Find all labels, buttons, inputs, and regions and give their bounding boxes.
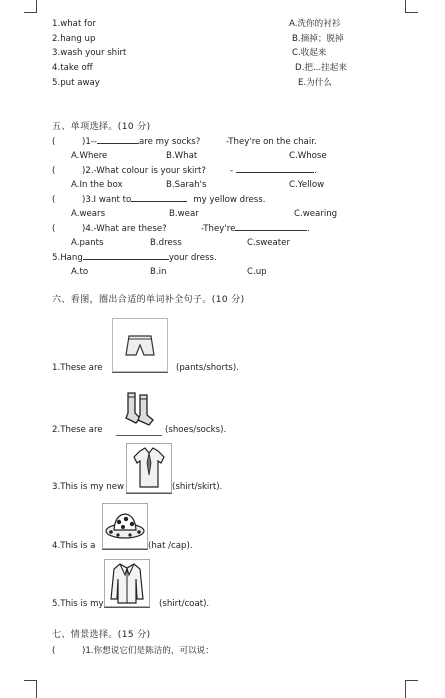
pic-item-4-tail: (hat /cap). — [148, 541, 193, 551]
pic-item-4-lead: 4.This is a — [52, 541, 96, 551]
shirt-icon — [126, 443, 172, 493]
socks-icon — [116, 385, 162, 435]
pic-item-3-tail: (shirt/skirt). — [172, 482, 223, 492]
q5-1-text-a: )1-- — [82, 137, 98, 147]
q5-3-blank[interactable] — [131, 201, 187, 202]
q5-1-opt-a: A.Where — [71, 151, 108, 161]
q7-1-stem: )1.你想说它们是陈洁的，可以说： — [82, 646, 214, 656]
match-right-a: A.洗你的衬衫 — [289, 19, 341, 29]
q5-5-blank[interactable] — [83, 259, 169, 260]
match-left-3: 3.wash your shirt — [52, 48, 127, 58]
q5-1-opt-c: C.Whose — [289, 151, 327, 161]
q5-2-stem: )2.-What colour is your skirt? — [82, 166, 206, 176]
shorts-icon — [112, 318, 168, 372]
q5-5-opt-b: B.in — [150, 267, 167, 277]
hat-icon — [102, 503, 148, 549]
q5-2-reply — [230, 167, 317, 176]
crop-mark-bottom-left-h — [24, 680, 37, 681]
crop-mark-top-left-v — [36, 0, 37, 12]
crop-mark-top-right-h — [405, 12, 418, 13]
crop-mark-top-left-h — [24, 12, 37, 13]
q5-1-reply: -They're on the chair. — [226, 137, 317, 147]
match-left-4: 4.take off — [52, 63, 93, 73]
q5-4-text-b: -They're — [201, 224, 236, 234]
q5-4-paren: ( — [52, 224, 56, 234]
q5-4-opt-a: A.pants — [71, 238, 104, 248]
pic-item-1-lead: 1.These are — [52, 363, 103, 373]
match-left-1: 1.what for — [52, 19, 96, 29]
section7-title: 七、情景选择。(15 分) — [52, 630, 151, 640]
q5-4-stem: )4.-What are these? — [82, 224, 167, 234]
pic-item-5-lead: 5.This is my — [52, 599, 104, 609]
q5-5-text-b: your dress. — [168, 253, 217, 263]
q7-1-paren: ( — [52, 646, 56, 656]
q5-4-blank[interactable] — [235, 230, 307, 231]
q5-2-opt-a: A.In the box — [71, 180, 123, 190]
crop-mark-top-right-v — [405, 0, 406, 12]
crop-mark-bottom-right-h — [405, 680, 418, 681]
pic-item-2-answer-box[interactable] — [116, 385, 162, 436]
crop-mark-bottom-right-v — [405, 680, 406, 698]
q5-1-opt-b: B.What — [166, 151, 198, 161]
q5-2-paren: ( — [52, 166, 56, 176]
pic-item-1-answer-box[interactable] — [112, 318, 168, 373]
q5-3-opt-a: A.wears — [71, 209, 106, 219]
q5-4-opt-b: B.dress — [150, 238, 182, 248]
coat-icon — [104, 559, 150, 607]
q5-4-period: . — [307, 224, 311, 234]
section5-title: 五、单项选择。(10 分) — [52, 122, 151, 132]
match-left-2: 2.hang up — [52, 34, 96, 44]
match-right-d: D.把...挂起来 — [295, 63, 347, 73]
pic-item-2-lead: 2.These are — [52, 425, 103, 435]
match-right-c: C.收起来 — [292, 48, 327, 58]
crop-mark-bottom-left-v — [36, 680, 37, 698]
q5-2-opt-c: C.Yellow — [289, 180, 325, 190]
pic-item-2-tail: (shoes/socks). — [165, 425, 227, 435]
pic-item-3-lead: 3.This is my new — [52, 482, 125, 492]
q5-3-opt-b: B.wear — [169, 209, 199, 219]
q5-2-period: . — [314, 166, 317, 176]
q5-4-opt-c: C.sweater — [247, 238, 290, 248]
q5-3-text-b: my yellow dress. — [193, 195, 266, 205]
q5-2-blank[interactable] — [236, 172, 314, 173]
match-left-5: 5.put away — [52, 78, 100, 88]
q5-5-text-a: 5.Hang — [52, 253, 83, 263]
pic-item-5-tail: (shirt/coat). — [159, 599, 210, 609]
pic-item-4-answer-box[interactable] — [102, 503, 148, 550]
q5-5-opt-a: A.to — [71, 267, 89, 277]
pic-item-1-tail: (pants/shorts). — [176, 363, 239, 373]
q5-1-stem — [82, 138, 200, 147]
q5-5-stem — [52, 254, 217, 263]
q5-2-opt-b: B.Sarah's — [166, 180, 207, 190]
q5-3-paren: ( — [52, 195, 56, 205]
q5-3-opt-c: C.wearing — [294, 209, 338, 219]
section6-title: 六、看图，圈出合适的单词补全句子。(10 分) — [52, 295, 245, 305]
pic-item-3-answer-box[interactable] — [126, 443, 172, 494]
match-right-e: E.为什么 — [298, 78, 332, 88]
q5-5-opt-c: C.up — [247, 267, 267, 277]
q5-3-stem — [82, 196, 265, 205]
q5-2-dash: - — [230, 166, 234, 176]
q5-4-reply — [201, 225, 310, 234]
q5-1-blank[interactable] — [97, 143, 139, 144]
q5-1-paren: ( — [52, 137, 56, 147]
q5-3-text-a: )3.I want to — [82, 195, 132, 205]
q5-1-text-b: are my socks? — [139, 137, 201, 147]
pic-item-5-answer-box[interactable] — [104, 559, 150, 608]
match-right-b: B.摘掉；脱掉 — [292, 34, 344, 44]
